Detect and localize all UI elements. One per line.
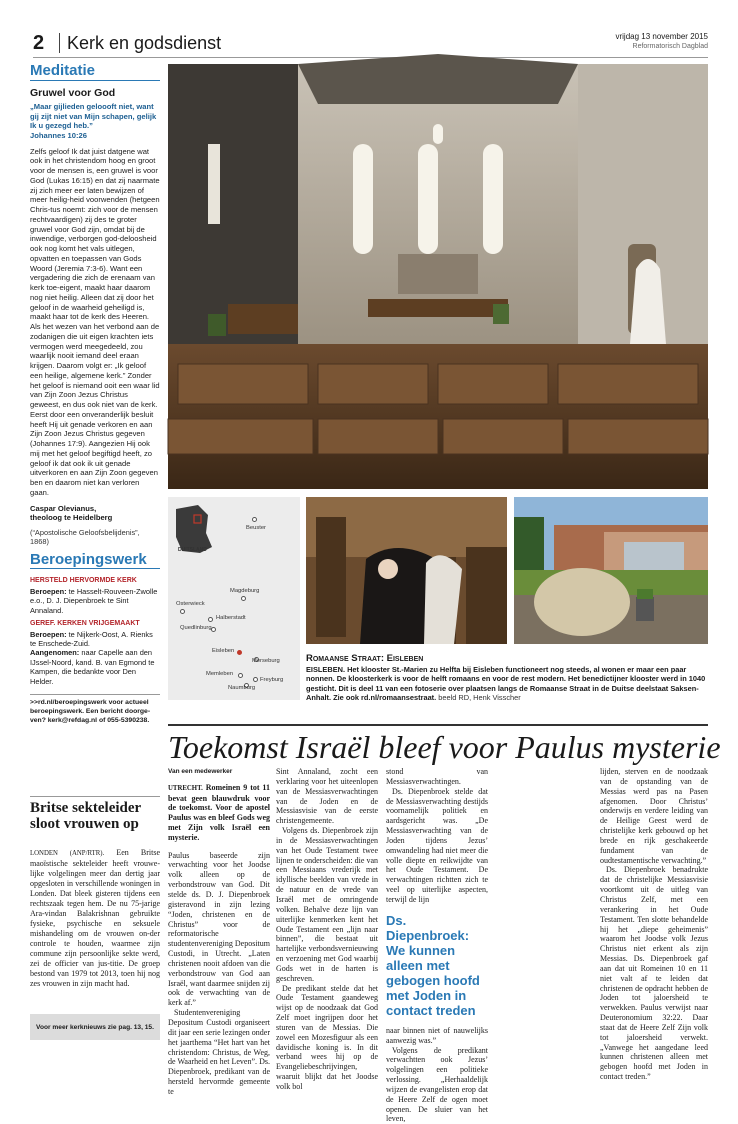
author-role: theoloog te Heidelberg bbox=[30, 513, 112, 522]
beroepingswerk-heading: Beroepingswerk bbox=[30, 555, 160, 570]
map-marker bbox=[238, 673, 243, 678]
article-column-4 bbox=[600, 767, 708, 1082]
map-place-label: Naumburg bbox=[228, 685, 255, 691]
main-photo bbox=[168, 64, 708, 489]
brief-body: LONDEN (ANP/RTR). Een Britse maoïstische sekteleider heeft vrouwe-lijke volgelingen meer dan dertig jaar opgesloten in verschillende woningen in Londen. Dat bleek gisteren tijdens een rechtszaak tegen hem. De nu 75-jarige Ara-vindan Balakrishnan gebruikte fysieke, psychische en seksuele mishandeling om de vrouwen on-der controle te houden, waarmee zijn commune zijn persoonlijke sekte werd, zei de officier van jus-titie. De groep bestond van 1979 tot 2013, toen hij nog zes vrouwen in zijn macht had. bbox=[30, 848, 160, 989]
brief-headline: Britse sekteleider sloot vrouwen op bbox=[30, 796, 160, 832]
brief-news bbox=[30, 796, 160, 989]
meditatie-source: (“Apostolische Geloofsbelijdenis”, 1868) bbox=[30, 528, 160, 547]
monastery-illustration bbox=[514, 497, 708, 644]
map-illustration bbox=[168, 497, 300, 700]
meditatie-title: Gruwel voor God bbox=[30, 88, 160, 99]
sidebar bbox=[30, 66, 160, 725]
author-name: Caspar Olevianus, bbox=[30, 504, 96, 513]
map-marker bbox=[211, 627, 216, 632]
nuns-photo bbox=[306, 497, 507, 644]
article-column-3 bbox=[386, 767, 488, 1124]
map-place-label: Quedlinburg bbox=[180, 625, 212, 631]
caption-text: EISLEBEN. Het klooster St.-Marien zu Helfta bij Eisleben functioneert nog steeds, al wonen er maar een paar nonnen. De kloosterkerk is voor de helft romaans en voor de rest modern. Het benedictijner klooster werd in 1040 gesticht. Dit is deel 11 van een fotoserie over plaatsen langs de Romaanse Straat in de Duitse deelstaat Saksen-Anhalt. Zie ook rd.nl/romaansestraat. beeld RD, Henk Visscher bbox=[306, 665, 708, 702]
article-column-2 bbox=[276, 767, 378, 1092]
map-marker bbox=[241, 596, 246, 601]
beroepingswerk-footer-link[interactable]: >>rd.nl/beroepingswerk voor actueel beroepingswerk. Een bericht doorge-ven? kerk@refdag.nl of 055-5390238. bbox=[30, 694, 160, 725]
map-marker bbox=[208, 617, 213, 622]
beroep-entry: Beroepen: te Hasselt-Rouveen-Zwolle e.o., D. J. Diepenbroek te Sint Annaland. bbox=[30, 587, 160, 615]
map-country-label: DUITSLAND bbox=[178, 547, 207, 553]
paragraph: naar binnen niet of nauwelijks aanwezig was.” bbox=[386, 1026, 488, 1046]
beroep-entry: Beroepen: te Nijkerk-Oost, A. Rienks te Enschede-Zuid. bbox=[30, 630, 160, 649]
date-block bbox=[615, 32, 708, 52]
map-marker bbox=[237, 650, 242, 655]
page-header bbox=[33, 28, 708, 58]
monastery-photo bbox=[514, 497, 708, 644]
church-name: HERSTELD HERVORMDE KERK bbox=[30, 576, 160, 587]
more-news-box: Voor meer kerknieuws zie pag. 13, 15. bbox=[30, 1014, 160, 1040]
map-place-label: Osterwieck bbox=[176, 601, 205, 607]
paragraph: Volgens de predikant verwachtten ook Jezus’ volgelingen een politieke verlossing. „Herhaaldelijk wijzen de evangelisten erop dat de Heere Zelf de ogen moet openen. De sluier van het leven, bbox=[386, 1046, 488, 1124]
page-number: 2 bbox=[33, 32, 44, 55]
section-title: Kerk en godsdienst bbox=[59, 33, 221, 53]
meditatie-quote bbox=[30, 102, 160, 140]
paragraph: Sint Annaland, zocht een verklaring voor het uiteenlopen van de Messiasverwachtingen van de Joden en de Messiasvisie van de eerste christengemeente. bbox=[276, 767, 378, 826]
meditatie-heading: Meditatie bbox=[30, 66, 160, 81]
paragraph: Paulus baseerde zijn verwachting voor het Joodse volk alleen op de verbondstrouw van God. Dit stelde ds. D. J. Diepenbroek gisteravond in zijn lezing “Joden, christenen en de Christus” voor de reformatorische studentenvereniging Depositum Custodi, in Utrecht. „Laten christenen nooit afdoen van die verbondstrouw van God aan Israël, want daarmee snijden zij ook de verwachting van de kerk af.” bbox=[168, 851, 270, 1009]
map-marker bbox=[252, 517, 257, 522]
paragraph: Ds. Diepenbroek benadrukte dat de christelijke Messiasvisie voortkomt uit de uitleg van Christus Zelf, met een verankering in het Oude Testament. Ten slotte behandelde hij het „diepe geheimenis” waarom het Joodse volk Jezus Christus niet erkent als zijn Messias. Ds. Diepenbroek gaf aan dat uit Romeinen 10 en 11 niet valt af te leiden dat christenen de opdracht hebben de Joden tot jaloersheid te verwekken. Paulus verwijst naar Deuteronomium 32:22. Daar staat dat de Heere Zelf Zijn volk tot jaloersheid verwekt. „Vanwege het aangedane leed kunnen christenen alleen met gebogen hoofd met Joden in contact treden.” bbox=[600, 865, 708, 1082]
church-name: GEREF. KERKEN VRIJGEMAAKT bbox=[30, 619, 160, 630]
map-place-label: Halberstadt bbox=[216, 615, 246, 621]
map-marker bbox=[180, 609, 185, 614]
map-place-label: Memleben bbox=[206, 671, 233, 677]
meditatie-author bbox=[30, 504, 160, 523]
map-place-label: Eisleben bbox=[212, 648, 234, 654]
photo-caption bbox=[306, 654, 708, 702]
publication-name: Reformatorisch Dagblad bbox=[615, 42, 708, 52]
map-place-label: Freyburg bbox=[260, 677, 283, 683]
paragraph: Ds. Diepenbroek stelde dat de Messiasverwachting destijds voornamelijk politiek en aardsgericht was. „De Messiasverwachting van de Joden tijdens Jezus’ omwandeling had niet meer die volle diepte en reikwijdte van het Oude Testament. De verwachtingen richtten zich te veel op uiterlijke aspecten, terwijl de lijn bbox=[386, 787, 488, 905]
quote-text: „Maar gijlieden geloooft niet, want gij zijt niet van Mijn schapen, gelijk Ik u gezegd heb.” bbox=[30, 102, 156, 130]
meditatie-body: Zelfs geloof Ik dat juist datgene wat ook in het christendom hoog en groot voor de mensen is, een gruwel is voor God (Lukas 16:15) en dat zij naarmate zij zich meer eer laten bewijzen of meer heilig-heid voorwenden (hetgeen Chris-tus noemt: zich voor de mensen rechtvaardigen) zij des te groter gruwel voor God zijn, omdat bij de inwendige, verborgen god-deloosheid ook nog komt het vals uitlegen, opvatten en toepassen van Gods Woord (Jeremia 7:3-6). Want een vergadering die zich de erenaam van kerk toe-eigent, maakt haar daarom nog niet heilig. Alleen dat zij door het geloof in de waarheid geheiligd is, maakt haar tot de kerk des Heeren. Als het wezen van het verbond aan de zodanigen die uit eigen krachten iets vermogen werd meegedeeld, zou waarlijk nooit iemand deel eraan krijgen. Daarom volgt er: „Ik geloof een heilige, algemene kerk.” Zonder het geloof is niemand ooit een waar lid van Zijn Zoon Jezus Christus geweest, en dus ook niet van de kerk. Eerst door een onveranderlijk besluit heeft Hij uit genade verkoren en aan Zijn Zoon Jezus Christus gegeven (Johannes 17:9). Aangezien Hij ook mij met het geloof begiftigd heeft, zo geloof ik dat ook ik uit genade uitverkoren en aan Zijn Zoon gegeven ben en daarom niet kan verloren gaan. bbox=[30, 147, 160, 498]
paragraph: Studentenvereniging Depositum Custodi organiseert dit jaar een serie lezingen onder het jaarthema “Het hart van het christendom: Christus, de Weg, de Waarheid en het Leven”. Ds. Diepenbroek, predikant van de hersteld hervormde gemeente te bbox=[168, 1008, 270, 1097]
church-interior-illustration bbox=[168, 64, 708, 489]
nuns-illustration bbox=[306, 497, 507, 644]
article-column-1 bbox=[168, 767, 270, 1097]
quote-reference: Johannes 10:26 bbox=[30, 131, 87, 140]
paragraph: Volgens ds. Diepenbroek zijn in de Messiasverwachtingen van het Oude Testament twee lijnen te onderscheiden: die van een Messiaans vrederijk met idyllische beelden van vrede in de natuur en de vrede van Israël met de omringende volken. Behalve deze lijn van uiterlijke kenmerken kent het Oude Testament een „lijn naar binnen”, die bestaat uit hartelijke verbondsvernieuwing en verzoening met God waarbij Gods wet in de harten is geschreven. bbox=[276, 826, 378, 984]
pull-quote: Ds. Diepenbroek: We kunnen alleen met gebogen hoofd met Joden in contact treden bbox=[386, 913, 488, 1018]
map-place-label: Magdeburg bbox=[230, 588, 259, 594]
beroep-entry: Aangenomen: naar Capelle aan den IJssel-Noord, kand. B. van Egmond te Kampen, die bedankte voor Den Helder. bbox=[30, 648, 160, 686]
article-headline: Toekomst Israël bleef voor Paulus mysterie bbox=[168, 724, 708, 764]
beroepingswerk-section bbox=[30, 555, 160, 726]
paragraph: lijden, sterven en de noodzaak van de opstanding van de Messias werd pas na Pasen afgenomen. Door Christus’ onderwijs en verdere leiding van de Heilige Geest werd de christelijke kerk gebouwd op het brede en rijk geschakeerde fundament van de oudtestamentische verwachting.” bbox=[600, 767, 708, 865]
paragraph: De predikant stelde dat het Oude Testament gaandeweg wijst op de noodzaak dat God Zelf moet ingrijpen door het sturen van de Messias. Die zowel een Mozesfiguur als een davidische koning is. In dit verband wees hij op de Evangeliebeschrijvingen, waaruit blijkt dat het Joodse volk bol bbox=[276, 984, 378, 1092]
location-map bbox=[168, 497, 300, 700]
paragraph: stond van Messiasverwachtingen. bbox=[386, 767, 488, 787]
map-place-label: Beuster bbox=[246, 525, 266, 531]
article-lead: UTRECHT. Romeinen 9 tot 11 bevat geen blauwdruk voor de toekomst. Voor de apostel Paulus was en bleef Gods weg met Zijn volk Israël een mysterie. bbox=[168, 783, 270, 843]
issue-date: vrijdag 13 november 2015 bbox=[615, 32, 708, 42]
map-marker bbox=[253, 677, 258, 682]
article-byline: Van een medewerker bbox=[168, 767, 270, 777]
map-place-label: Merseburg bbox=[252, 658, 280, 664]
caption-title: Romaanse Straat: Eisleben bbox=[306, 654, 708, 663]
